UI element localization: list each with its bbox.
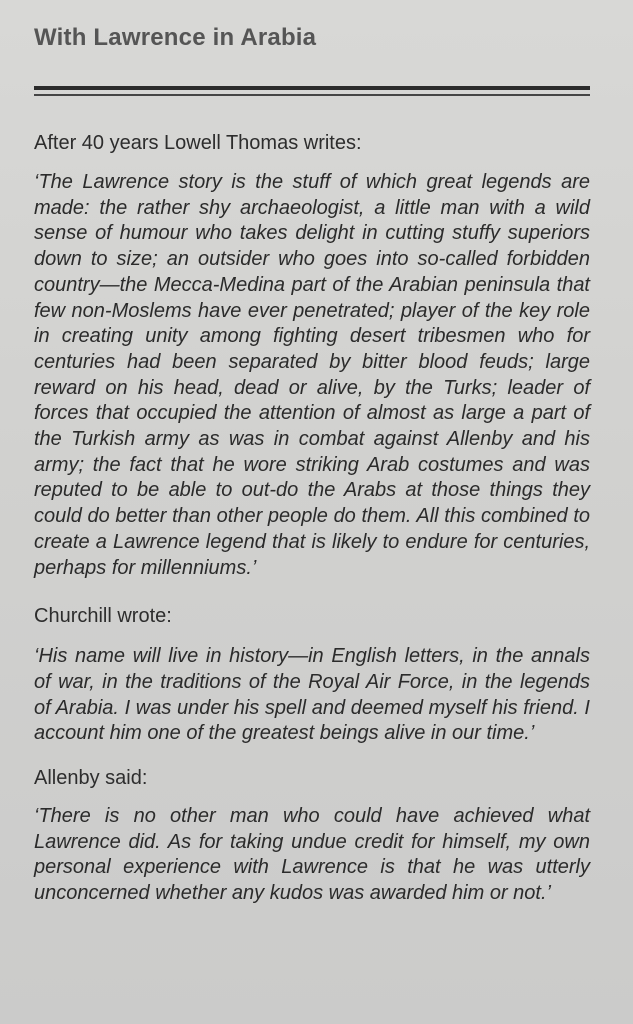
allenby-intro: Allenby said: — [34, 767, 148, 790]
page-content — [34, 131, 590, 907]
churchill-intro: Churchill wrote: — [34, 605, 172, 628]
allenby-quote: ‘There is no other man who could have achieved what Lawrence did. As for taking undue credit for himself, my own personal experience with Lawrence is that he was utterly unconcerned whether any kudos was awarded him or not.’ — [34, 805, 590, 905]
churchill-quote: ‘His name will live in history—in English letters, in the annals of war, in the traditions of the Royal Air Force, in the legends of Arabia. I was under his spell and deemed myself his friend. I account him one of the greatest beings alive in our time.’ — [34, 645, 590, 745]
lowell-thomas-intro: After 40 years Lowell Thomas writes: — [34, 132, 362, 154]
lowell-thomas-quote: ‘The Lawrence story is the stuff of which great legends are made: the rather shy archaeologist, a little man with a wild sense of humour who takes delight in cutting stuffy superiors down to size; an outsider who goes into so-called forbidden country—the Mecca-Medina part of the Arabian peninsula that few non-Moslems have ever penetrated; player of the key role in creating unity among fighting desert tribesmen who for centuries had been separated by bitter blood feuds; large reward on his head, dead or alive, by the Turks; leader of forces that occupied the attention of almost as large a part of the Turkish army as was in combat against Allenby and his army; the fact that he wore striking Arab costumes and was reputed to be able to out-do the Arabs at those things they could do better than other people do them. All this combined to create a Lawrence legend that is likely to endure for centuries, perhaps for millenniums.’ — [34, 171, 590, 579]
header-rule-thin — [34, 94, 590, 96]
page-title: With Lawrence in Arabia — [34, 24, 317, 51]
header-rule-thick — [34, 86, 590, 90]
